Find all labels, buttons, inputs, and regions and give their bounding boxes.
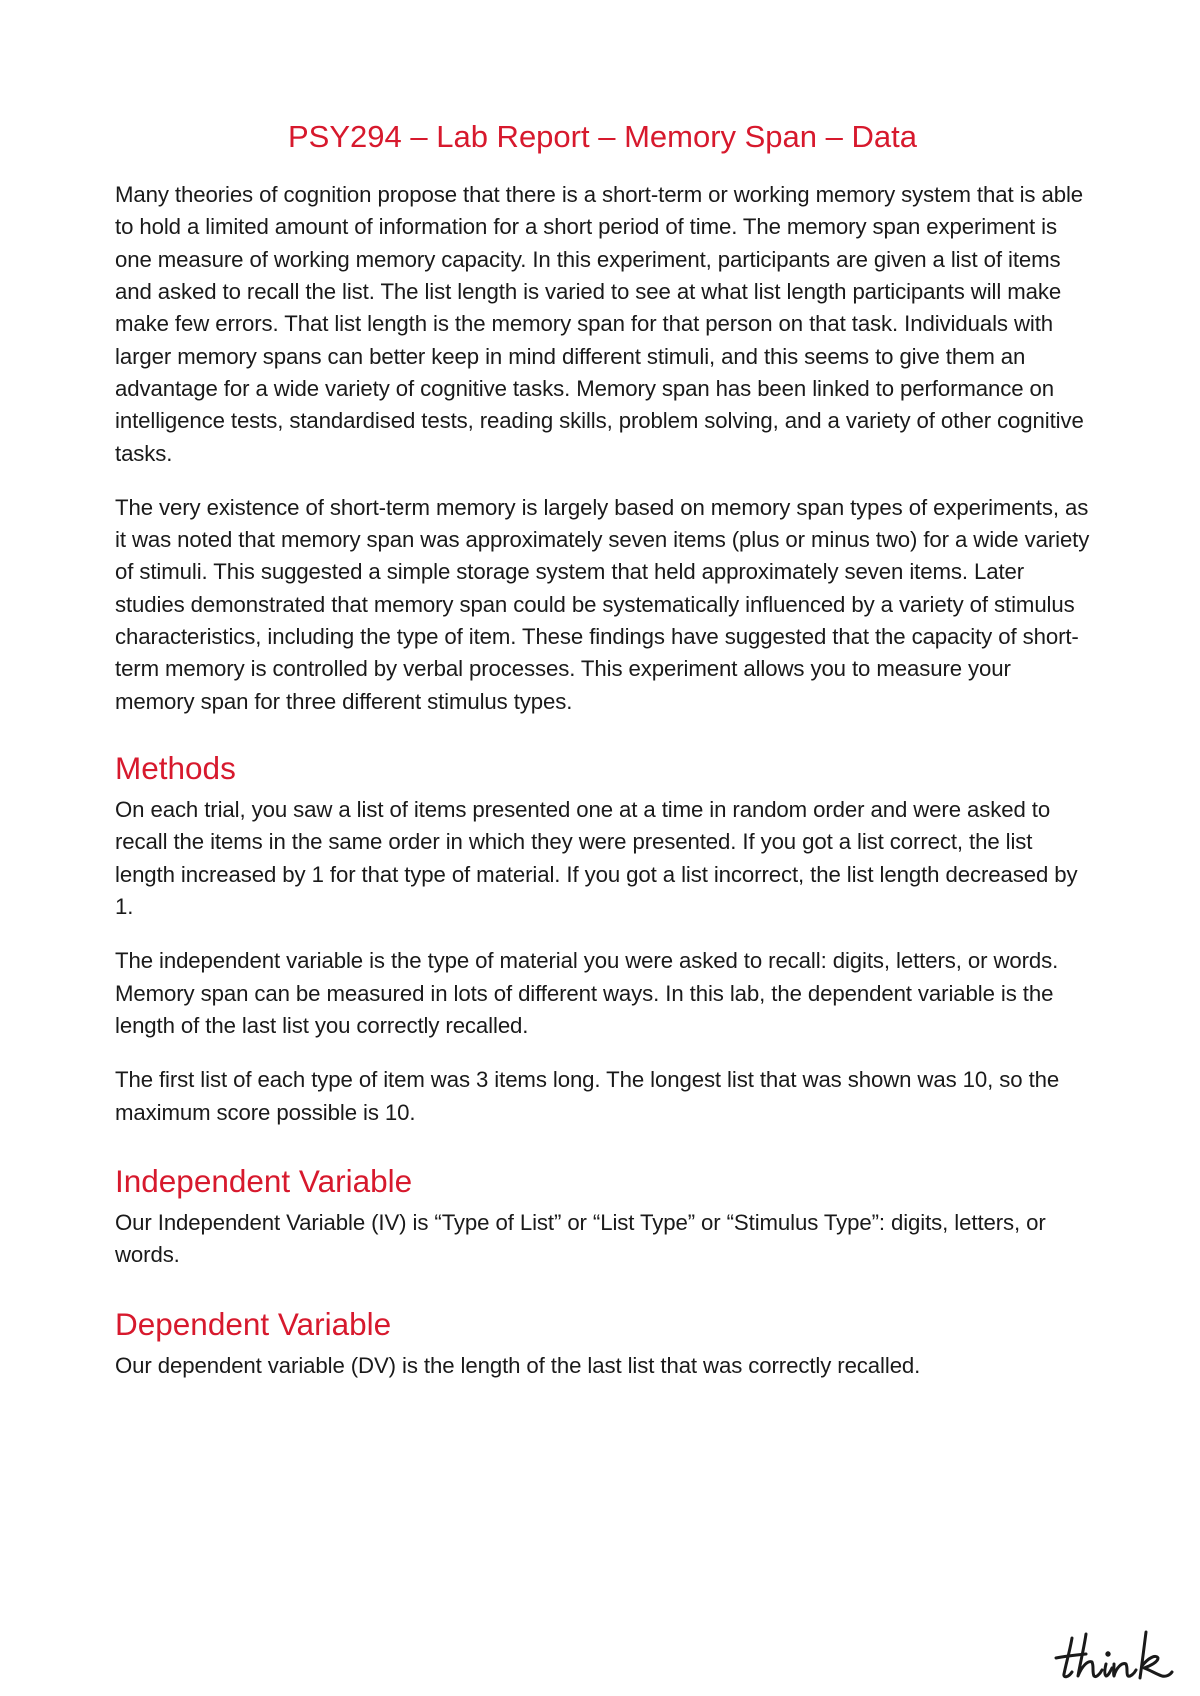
document-title: PSY294 – Lab Report – Memory Span – Data xyxy=(288,119,917,154)
methods-heading: Methods xyxy=(115,749,236,786)
independent-variable-text: Our Independent Variable (IV) is “Type of List” or “List Type” or “Stimulus Type”: digits, letters, or words. xyxy=(115,1210,1046,1268)
intro-paragraph: Many theories of cognition propose that there is a short-term or working memory system that is able to hold a limited amount of information for a short period of time. The memory span experiment is one measure of working memory capacity. In this experiment, participants are given a list of items and asked to recall the list. The list length is varied to see at what list length participants will make make few errors. That list length is the memory span for that person on that task. Individuals with larger memory spans can better keep in mind different stimuli, and this seems to give them an advantage for a wide variety of cognitive tasks. Memory span has been linked to performance on intelligence tests, standardised tests, reading skills, problem solving, and a variety of other cognitive tasks. xyxy=(115,182,1084,466)
independent-variable-heading: Independent Variable xyxy=(115,1162,413,1199)
methods-paragraph: The first list of each type of item was 3 items long. The longest list that was shown was 10, so the maximum score possible is 10. xyxy=(115,1067,1060,1125)
dependent-variable-heading: Dependent Variable xyxy=(115,1305,392,1342)
think-logo xyxy=(1052,1628,1174,1684)
dependent-variable-text: Our dependent variable (DV) is the length of the last list that was correctly recalled. xyxy=(115,1352,921,1378)
document-page xyxy=(115,118,1090,1404)
intro-paragraph: The very existence of short-term memory is largely based on memory span types of experiments, as it was noted that memory span was approximately seven items (plus or minus two) for a wide variety of stimuli. This suggested a simple storage system that held approximately seven items. Later studies demonstrated that memory span could be systematically influenced by a variety of stimulus characteristics, including the type of item. These findings have suggested that the capacity of short-term memory is controlled by verbal processes. This experiment allows you to measure your memory span for three different stimulus types. xyxy=(115,494,1090,714)
methods-paragraph: On each trial, you saw a list of items presented one at a time in random order and were asked to recall the items in the same order in which they were presented. If you got a list correct, the list length increased by 1 for that type of material. If you got a list incorrect, the list length decreased by 1. xyxy=(115,797,1078,920)
methods-paragraph: The independent variable is the type of material you were asked to recall: digits, letters, or words. Memory span can be measured in lots of different ways. In this lab, the dependent variable is the length of the last list you correctly recalled. xyxy=(115,948,1059,1038)
